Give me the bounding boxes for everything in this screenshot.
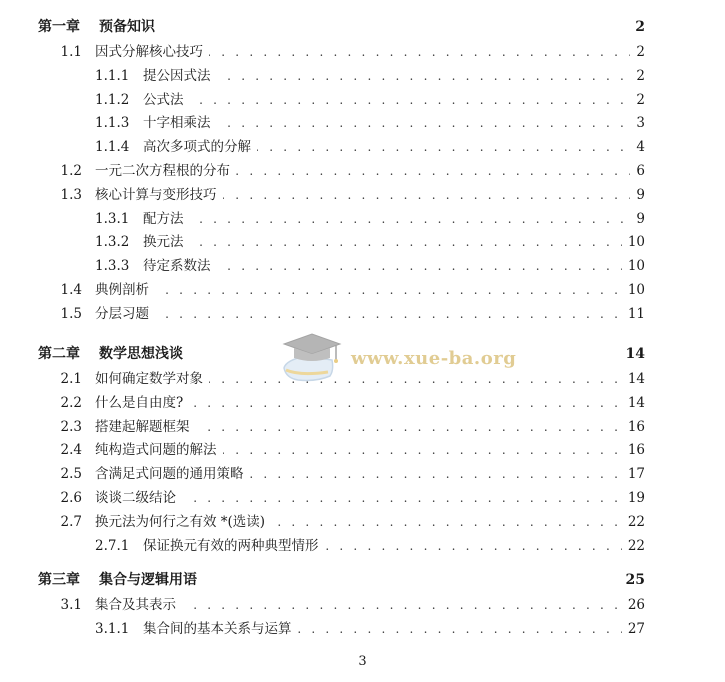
entry-title: 核心计算与变形技巧 — [95, 183, 223, 207]
entry-page: 10 — [622, 254, 645, 278]
toc-chapter-row[interactable] — [0, 15, 725, 39]
entry-title: 高次多项式的分解 — [143, 135, 257, 159]
entry-page: 2 — [630, 40, 645, 64]
entry-number: 1.3.2 — [95, 234, 130, 251]
dot-leader — [143, 207, 643, 231]
chapter-page: 2 — [629, 15, 645, 39]
entry-page: 2 — [630, 64, 645, 88]
entry-page: 14 — [622, 367, 645, 391]
entry-title: 纯构造式问题的解法 — [95, 438, 223, 462]
toc-section-row[interactable] — [0, 278, 725, 302]
entry-page: 19 — [622, 486, 645, 510]
entry-title: 公式法 — [143, 88, 190, 112]
entry-number: 3.1.1 — [95, 620, 130, 637]
entry-title: 换元法 — [143, 230, 190, 254]
toc-subsection-row[interactable] — [0, 111, 725, 135]
dot-leader — [143, 111, 643, 135]
entry-title: 一元二次方程根的分布 — [95, 159, 236, 183]
entry-number: 2.1 — [60, 371, 82, 387]
entry-page: 22 — [622, 534, 645, 558]
entry-title: 集合间的基本关系与运算 — [143, 617, 298, 641]
chapter-page: 14 — [620, 342, 645, 366]
entry-number: 1.3.3 — [95, 258, 130, 275]
dot-leader — [143, 64, 643, 88]
entry-page: 26 — [622, 593, 645, 617]
entry-number: 2.5 — [60, 466, 82, 483]
entry-title: 分层习题 — [95, 302, 155, 326]
toc-section-row[interactable] — [0, 159, 725, 183]
entry-number: 1.1.1 — [95, 67, 130, 84]
toc-subsection-row[interactable] — [0, 230, 725, 254]
entry-title: 典例剖析 — [95, 278, 155, 302]
entry-page: 16 — [622, 415, 645, 439]
entry-page: 3 — [630, 111, 645, 135]
entry-number: 1.5 — [60, 305, 82, 322]
toc-section-row[interactable] — [0, 367, 725, 391]
watermark-text: www.xue-ba.org — [351, 348, 517, 369]
entry-page: 10 — [622, 230, 645, 254]
chapter-number: 第一章 — [38, 19, 80, 35]
entry-title: 十字相乘法 — [143, 111, 217, 135]
toc-chapter-row[interactable] — [0, 342, 725, 366]
entry-number: 2.4 — [60, 442, 82, 459]
toc-section-row[interactable] — [0, 302, 725, 326]
entry-page: 9 — [630, 183, 645, 207]
entry-page: 16 — [622, 438, 645, 462]
entry-title: 如何确定数学对象 — [95, 367, 209, 391]
entry-title: 待定系数法 — [143, 254, 217, 278]
entry-number: 1.3 — [60, 186, 82, 203]
toc-subsection-row[interactable] — [0, 207, 725, 231]
entry-number: 1.1.3 — [95, 115, 130, 132]
entry-title: 换元法为何行之有效 *(选读) — [95, 510, 271, 534]
toc-subsection-row[interactable] — [0, 135, 725, 159]
entry-title: 含满足式问题的通用策略 — [95, 462, 250, 486]
chapter-title: 集合与逻辑用语 — [99, 572, 197, 588]
page-number: 3 — [358, 654, 367, 669]
entry-title: 搭建起解题框架 — [95, 415, 196, 439]
toc-section-row[interactable] — [0, 510, 725, 534]
entry-title: 什么是自由度? — [95, 391, 189, 415]
chapter-page: 25 — [620, 568, 645, 592]
entry-title: 提公因式法 — [143, 64, 217, 88]
entry-title: 配方法 — [143, 207, 190, 231]
entry-page: 2 — [630, 88, 645, 112]
toc-section-row[interactable] — [0, 183, 725, 207]
toc-subsection-row[interactable] — [0, 254, 725, 278]
entry-title: 谈谈二级结论 — [95, 486, 182, 510]
entry-page: 27 — [622, 617, 645, 641]
entry-page: 9 — [630, 207, 645, 231]
entry-number: 2.7 — [60, 513, 82, 530]
entry-page: 6 — [630, 159, 645, 183]
toc-subsection-row[interactable] — [0, 534, 725, 558]
chapter-title: 预备知识 — [99, 19, 155, 35]
entry-number: 2.3 — [60, 418, 82, 435]
dot-leader — [95, 302, 643, 326]
toc-subsection-row[interactable] — [0, 88, 725, 112]
chapter-number: 第二章 — [38, 346, 80, 362]
toc-section-row[interactable] — [0, 462, 725, 486]
entry-number: 2.7.1 — [95, 537, 130, 554]
toc-section-row[interactable] — [0, 40, 725, 64]
entry-page: 4 — [630, 135, 645, 159]
entry-title: 集合及其表示 — [95, 593, 182, 617]
entry-title: 因式分解核心技巧 — [95, 40, 209, 64]
entry-page: 11 — [622, 302, 645, 326]
entry-number: 2.6 — [60, 490, 82, 506]
entry-number: 1.3.1 — [95, 210, 130, 227]
entry-number: 2.2 — [60, 394, 82, 411]
entry-number: 1.2 — [60, 163, 82, 179]
toc-section-row[interactable] — [0, 438, 725, 462]
toc-subsection-row[interactable] — [0, 617, 725, 641]
entry-title: 保证换元有效的两种典型情形 — [143, 534, 325, 558]
toc-section-row[interactable] — [0, 391, 725, 415]
entry-page: 10 — [622, 278, 645, 302]
entry-number: 1.4 — [60, 282, 82, 298]
chapter-number: 第三章 — [38, 572, 80, 588]
dot-leader — [143, 230, 643, 254]
toc-section-row[interactable] — [0, 415, 725, 439]
entry-number: 1.1.4 — [95, 139, 130, 156]
entry-number: 1.1 — [60, 44, 82, 60]
entry-page: 17 — [622, 462, 645, 486]
toc-subsection-row[interactable] — [0, 64, 725, 88]
entry-number: 3.1 — [60, 597, 82, 613]
entry-number: 1.1.2 — [95, 91, 130, 108]
entry-page: 14 — [622, 391, 645, 415]
toc-chapter-row[interactable] — [0, 568, 725, 592]
toc-section-row[interactable] — [0, 593, 725, 617]
entry-page: 22 — [622, 510, 645, 534]
dot-leader — [143, 88, 643, 112]
chapter-title: 数学思想浅谈 — [99, 346, 183, 362]
toc-section-row[interactable] — [0, 486, 725, 510]
dot-leader — [143, 254, 643, 278]
dot-leader — [95, 278, 643, 302]
